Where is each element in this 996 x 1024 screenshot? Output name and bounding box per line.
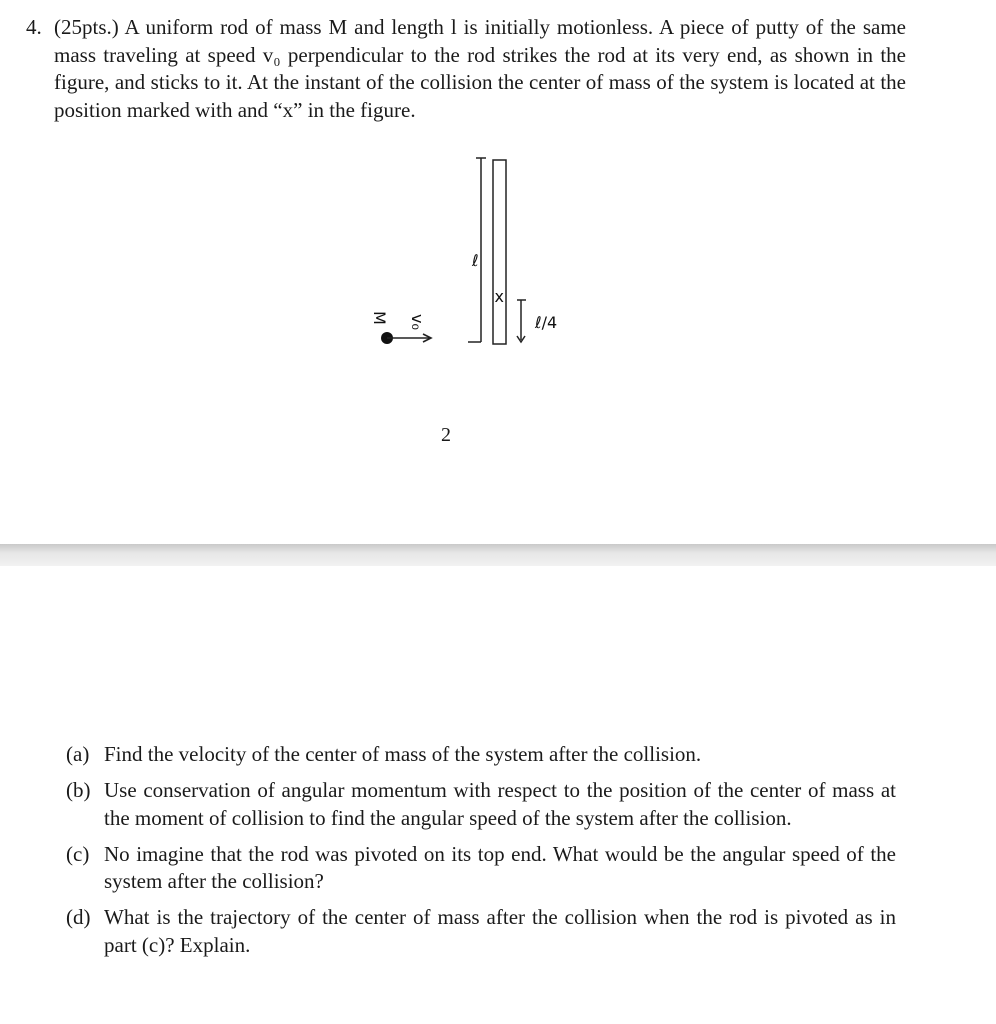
question-parts xyxy=(62,741,896,968)
part-d xyxy=(62,904,896,959)
part-d-label: (d) xyxy=(66,905,91,929)
part-a-label: (a) xyxy=(66,742,90,766)
offset-label: ℓ/4 xyxy=(535,313,558,332)
rod xyxy=(493,160,506,344)
center-of-mass-marker: x xyxy=(494,287,504,306)
page-separator xyxy=(0,544,996,566)
part-b-text: Use conservation of angular momentum with respect to the position of the center of mass at the moment of collision to find the angular speed of the system after the collision. xyxy=(104,778,896,830)
page-number: 2 xyxy=(441,424,451,446)
part-b xyxy=(62,777,896,832)
rod-diagram xyxy=(360,150,620,360)
problem-paragraph xyxy=(26,14,906,124)
problem-number: 4. xyxy=(26,15,42,39)
part-c xyxy=(62,841,896,896)
part-a xyxy=(62,741,896,769)
part-d-text: What is the trajectory of the center of mass after the collision when the rod is pivoted as in part (c)? Explain. xyxy=(104,905,896,957)
length-label: ℓ xyxy=(472,251,479,270)
rod-figure xyxy=(360,150,620,360)
velocity-label: v₀ xyxy=(408,314,427,330)
part-c-text: No imagine that the rod was pivoted on its top end. What would be the angular speed of the system after the collision? xyxy=(104,841,896,893)
problem-text: (25pts.) A uniform rod of mass M and length l is initially motionless. A piece of putty of the same mass traveling at speed v₀ perpendicular to the rod strikes the rod at its very end, as shown in the figure, and sticks to it. At the instant of the collision the center of mass of the system is located at the position marked with and “x” in the figure. xyxy=(54,15,906,122)
putty-mass-label: M xyxy=(370,311,389,325)
part-c-label: (c) xyxy=(66,841,90,866)
part-a-text: Find the velocity of the center of mass of the system after the collision. xyxy=(104,742,702,766)
part-b-label: (b) xyxy=(66,778,91,802)
problem-statement xyxy=(26,14,906,124)
